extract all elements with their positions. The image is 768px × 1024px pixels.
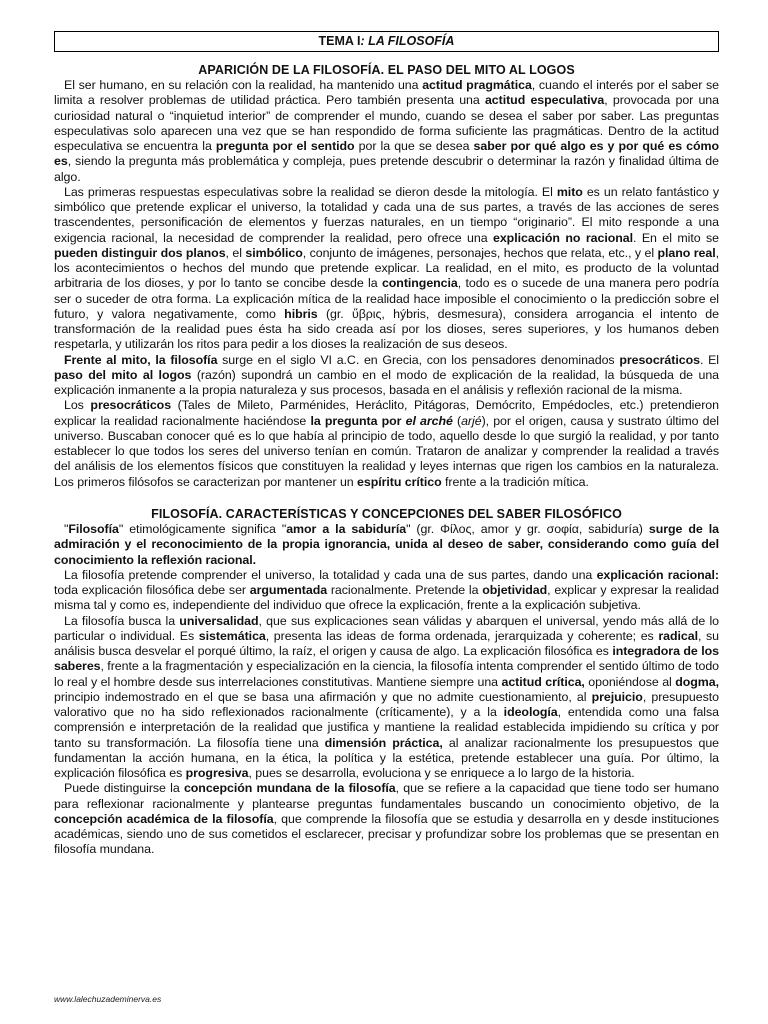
bold-text: la pregunta por [310, 413, 406, 428]
text-run: ), por el origen, causa y sustrato último del universo. Buscaban conocer qué es lo que había al principio de todo, aquello desde lo que surgió la realidad, y por tanto establecer lo que todos los seres del universo tenían en común. Trataron de analizar y comprender la realidad a través del análisis de los elementos físicos que constituyen la realidad y leyes internas que rigen los cambios en la naturaleza. Los primeros filósofos se caracterizan por mantener un [54, 413, 720, 489]
bold-text: el arché [405, 413, 453, 428]
bold-text: radical [658, 628, 698, 643]
text-run: , conjunto de imágenes, personajes, hechos que relata, etc., y el [302, 245, 658, 260]
text-run: El ser humano, en su relación con la realidad, ha mantenido una [64, 78, 423, 93]
section-body-origin [54, 78, 719, 490]
title-text: : LA FILOSOFÍA [360, 34, 455, 48]
text-run: , todo es o sucede de una manera pero podría ser o suceder de otra forma. La explicación mítica de la realidad hace imposible el conocimiento o la predicción sobre el futuro, y valora negativamente, como [54, 276, 719, 321]
section-body-characteristics [54, 522, 719, 858]
bold-text: argumentada [249, 583, 328, 598]
text-run: (razón) supondrá un cambio en el modo de explicación de la realidad, la búsqueda de una explicación inmanente a la propia naturaleza y sus procesos, basada en el análisis y reflexión racional de la misma. [54, 367, 719, 398]
document-page [54, 31, 719, 858]
text-run: principio indemostrado en el que se basa una afirmación y que no admite cuestionamiento, al [54, 689, 592, 704]
text-run: , presenta las ideas de forma ordenada, jerarquizada y coherente; es [265, 628, 659, 643]
bold-text: actitud pragmática [422, 78, 532, 93]
bold-text: pueden distinguir dos planos [54, 245, 226, 260]
text-run: , que comprende la filosofía que se estudia y desarrolla en y desde instituciones académicas, siendo uno de sus cometidos el esclarecer, precisar y profundizar sobre los problemas que se presentan en filosofía mundana. [54, 811, 719, 857]
bold-text: dimensión práctica, [324, 735, 443, 750]
bold-text: concepción académica de la filosofía [54, 811, 274, 826]
text-run: Puede distinguirse la [64, 781, 184, 796]
text-run: La filosofía pretende comprender el universo, la totalidad y cada una de sus partes, dando una [64, 567, 597, 582]
section-heading-origin: APARICIÓN DE LA FILOSOFÍA. EL PASO DEL MITO AL LOGOS [198, 63, 575, 77]
bold-text: simbólico [245, 245, 303, 260]
text-run: , provocada por una curiosidad natural o “inquietud interior” de comprender el mundo, cuando se desea el saber por saber. Las preguntas especulativas solo aparecen una vez que se han respondido de forma suficiente las pragmáticas. Dentro de la actitud especulativa se encuentra la [54, 93, 719, 154]
text-run: , su análisis busca desvelar el porqué último, la raíz, el origen y causa de algo. La explicación filosófica es [54, 628, 719, 659]
text-run: racionalmente. Pretende la [327, 583, 483, 598]
bold-text: presocráticos [90, 398, 172, 413]
text-run: , pues se desarrolla, evoluciona y se enriquece a lo largo de la historia. [248, 766, 635, 781]
bold-text: ideología [503, 705, 558, 720]
paragraph [54, 353, 719, 399]
bold-text: hibris [284, 306, 318, 321]
text-run: , siendo la pregunta más problemática y compleja, pues pretende descubrir o determinar la razón y finalidad última de algo. [54, 154, 719, 184]
paragraph [54, 614, 719, 782]
text-run: , cuando el interés por el saber se limita a resolver problemas de utilidad práctica. Pero también presenta una [54, 78, 719, 108]
bold-text: universalidad [179, 613, 259, 628]
text-run: La filosofía busca la [64, 613, 180, 628]
text-run: . En el mito se [633, 230, 719, 245]
title-prefix: TEMA I [318, 34, 361, 48]
paragraph [54, 398, 719, 490]
paragraph [54, 78, 719, 185]
text-run: , que sus explicaciones sean válidas y abarquen el universal, yendo más allá de lo particular o individual. Es [54, 613, 719, 643]
page-title [54, 31, 719, 52]
text-run: al analizar racionalmente los presupuestos que fundamentan la acción humana, en la ética, la política y la estética, pretende establecer una guía. Por último, la explicación filosófica es [54, 735, 720, 781]
bold-text: Frente al mito, la filosofía [64, 352, 218, 367]
bold-text: dogma, [675, 674, 720, 689]
text-run: Los [64, 398, 91, 413]
bold-text: plano real [657, 245, 716, 260]
bold-text: presocráticos [619, 352, 700, 367]
text-run: Las primeras respuestas especulativas sobre la realidad se dieron desde la mitología. El [64, 184, 557, 199]
bold-text: sistemática [198, 628, 266, 643]
text-run: " etimológicamente significa " [118, 522, 287, 537]
text-run: " [64, 522, 69, 537]
section-heading-characteristics: FILOSOFÍA. CARACTERÍSTICAS Y CONCEPCIONES DEL SABER FILOSÓFICO [151, 506, 622, 521]
text-run: ( [452, 413, 462, 428]
bold-text: paso del mito al logos [54, 367, 192, 382]
bold-text: concepción mundana de la filosofía [183, 781, 396, 796]
paragraph [54, 522, 719, 568]
text-run: " (gr. Φίλος, amor y gr. σοφία, sabiduría) [406, 522, 649, 537]
text-run: oponiéndose al [584, 674, 676, 689]
text-run: toda explicación filosófica debe ser [54, 583, 250, 598]
paragraph [54, 781, 719, 857]
bold-text: amor a la sabiduría [286, 522, 407, 537]
bold-text: objetividad [482, 583, 548, 598]
bold-text: espíritu crítico [357, 474, 442, 489]
bold-text: surge de la admiración y el reconocimiento de la propia ignorancia, unida al deseo de saber, considerando como guía del conocimiento la reflexión racional. [54, 522, 719, 567]
italic-text: arjé [461, 413, 482, 428]
bold-text: explicación no racional [493, 230, 633, 245]
text-run: , explicar y expresar la realidad misma tal y como es, independiente del individuo que ofrece la explicación, frente a la explicación subjetiva. [54, 583, 719, 613]
bold-text: explicación racional: [596, 567, 719, 582]
text-run: , entendida como una falsa comprensión e interpretación de la realidad que justifica y mantiene la realidad establecida impidiendo su crítica y por tanto su transformación. La filosofía tiene una [54, 705, 719, 750]
text-run: es un relato fantástico y simbólico que pretende explicar el universo, la totalidad y cada una de sus partes, a través de las acciones de seres trascendentes, personificación de elementos y fuerzas naturales, en un tiempo “originario”. El mito responde a una exigencia racional, la necesidad de comprender la realidad, pero ofrece una [54, 184, 720, 245]
bold-text: saber por qué algo es y por qué es cómo es [54, 139, 719, 169]
text-run: , frente a la fragmentación y especialización en la ciencia, la filosofía intenta comprender el sentido último de todo lo real y el hombre desde sus interrelaciones constitutivas. Mantiene siempre una [54, 659, 719, 689]
text-run: (gr. ὕβρις, hýbris, desmesura), considera arrogancia el intento de transformación de la realidad pues ésta ha sido creada así por los dioses, seres superiores, y los humanos deben respetarla, y utilizarán los ritos para pedir a los dioses la realización de sus deseos. [54, 306, 719, 352]
bold-text: actitud crítica, [501, 674, 585, 689]
paragraph [54, 568, 719, 614]
bold-text: pregunta por el sentido [215, 139, 355, 154]
text-run: , los acontecimientos o hechos del mundo que pretende explicar. La realidad, en el mito, es producto de la voluntad arbitraria de los dioses, y por lo tanto se concibe desde la [54, 245, 720, 291]
bold-text: actitud especulativa [484, 93, 605, 108]
bold-text: integradora de los saberes [54, 644, 720, 674]
bold-text: prejuicio [591, 689, 643, 704]
text-run: , que se refiere a la capacidad que tiene todo ser humano para reflexionar racionalmente y plantearse preguntas fundamentales buscando un conocimiento objetivo, de la [54, 781, 720, 811]
text-run: surge en el siglo VI a.C. en Grecia, con los pensadores denominados [217, 352, 620, 367]
text-run: por la que se desea [354, 139, 474, 154]
text-run: , presupuesto valorativo que no ha sido reflexionados racionalmente (críticamente), y a la [54, 689, 719, 720]
paragraph [54, 185, 719, 353]
bold-text: progresiva [185, 766, 249, 781]
footer-url[interactable]: www.lalechuzademinerva.es [54, 994, 162, 1004]
text-run: (Tales de Mileto, Parménides, Heráclito, Pitágoras, Demócrito, Empédocles, etc.) pretendieron explicar la realidad racionalmente haciéndose [54, 398, 719, 428]
text-run: , el [225, 245, 246, 260]
text-run: frente a la tradición mítica. [441, 474, 589, 489]
bold-text: mito [556, 184, 583, 199]
bold-text: Filosofía [68, 522, 119, 537]
bold-text: contingencia [381, 276, 458, 291]
text-run: . El [699, 352, 720, 367]
